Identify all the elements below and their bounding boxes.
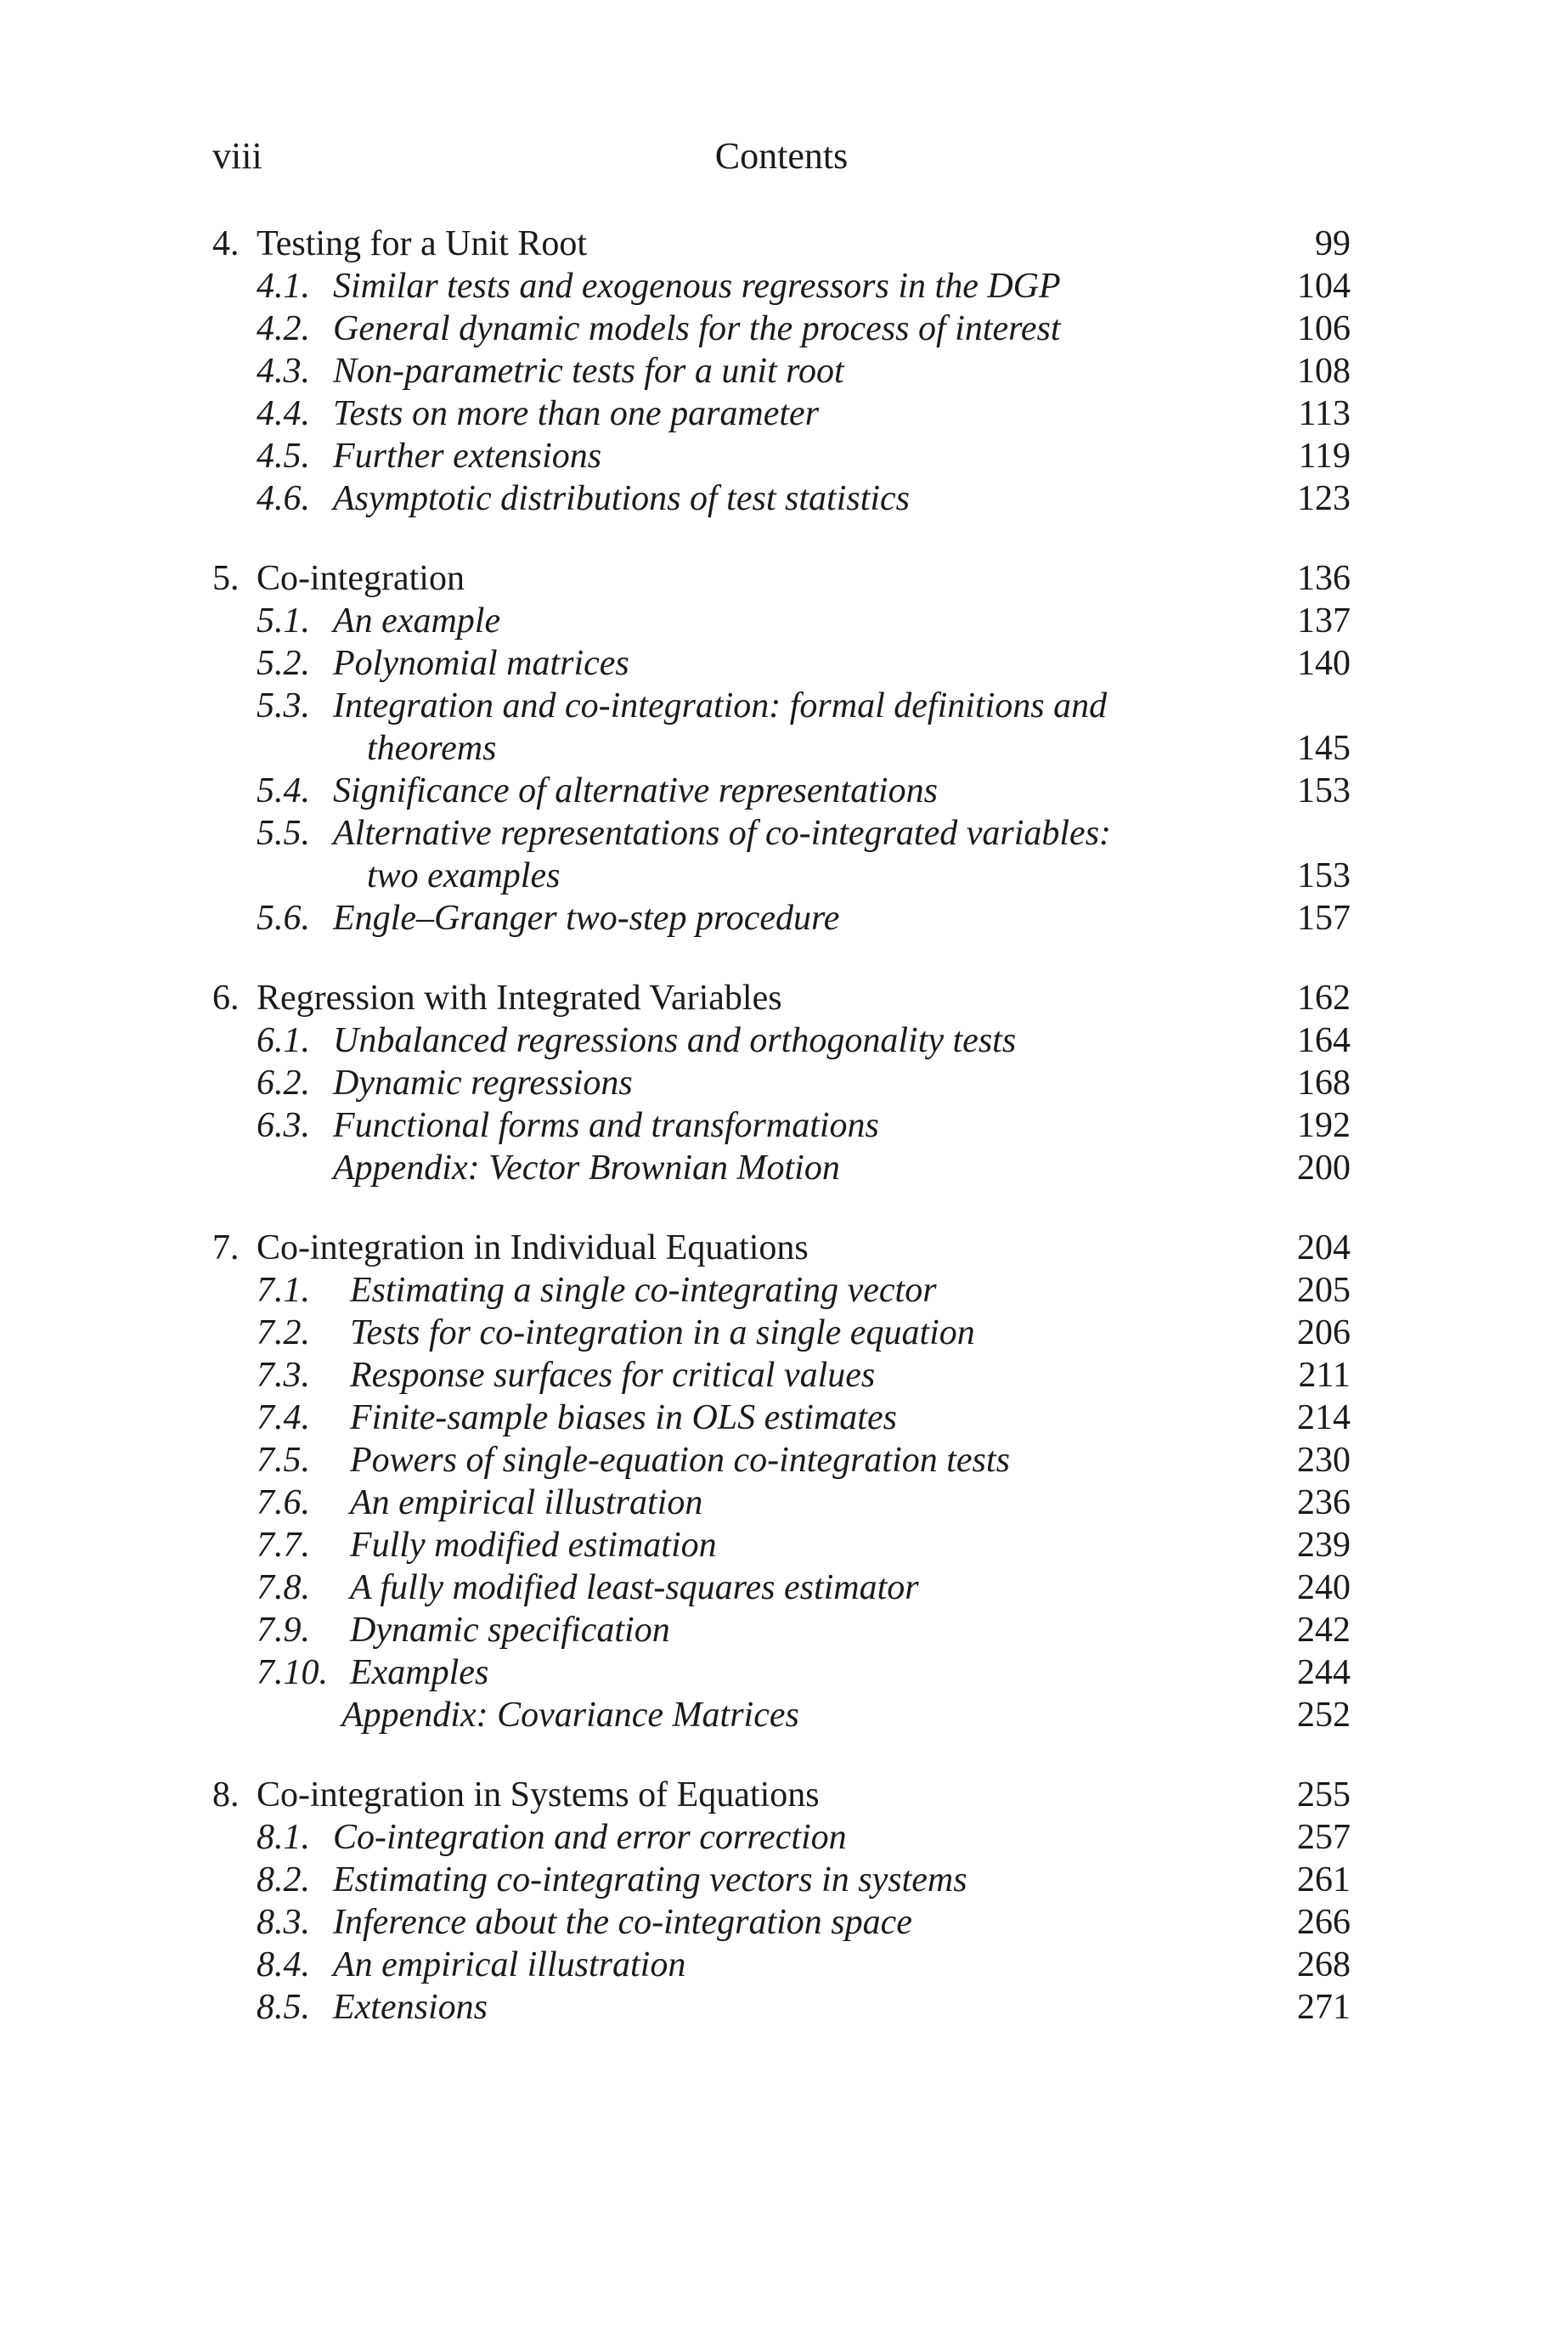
chapter-title: Testing for a Unit Root xyxy=(257,224,588,263)
section-number: 5.3. xyxy=(257,686,310,725)
section-number: 8.2. xyxy=(257,1860,310,1899)
section-number: 7.6. xyxy=(257,1483,310,1522)
section-title: Extensions xyxy=(333,1988,488,2027)
section-title: Co-integration and error correction xyxy=(333,1818,847,1857)
page-number: 104 xyxy=(1297,267,1351,306)
section-entry xyxy=(212,685,1351,770)
section-title: Asymptotic distributions of test statistics xyxy=(333,479,911,518)
section-title: Significance of alternative representations xyxy=(333,771,938,810)
section-entry xyxy=(212,1901,1351,1944)
page-number: 257 xyxy=(1297,1818,1351,1857)
section-title: An example xyxy=(333,601,501,641)
chapter-number: 7. xyxy=(212,1228,240,1267)
page-number: 271 xyxy=(1297,1988,1351,2027)
appendix-title: Appendix: Covariance Matrices xyxy=(341,1696,799,1735)
section-entry xyxy=(212,897,1351,940)
chapter-number: 4. xyxy=(212,224,240,263)
section-number: 7.7. xyxy=(257,1526,310,1565)
page-number: 140 xyxy=(1297,644,1351,683)
chapter-heading xyxy=(212,1227,1351,1269)
page-number: 145 xyxy=(1297,729,1351,768)
table-of-contents xyxy=(212,223,1351,2066)
section-number: 8.4. xyxy=(257,1945,310,1984)
section-title: Tests on more than one parameter xyxy=(333,394,820,433)
section-entry xyxy=(212,1397,1351,1439)
section-entry xyxy=(212,1566,1351,1609)
section-number: 5.6. xyxy=(257,899,310,938)
page-number: 136 xyxy=(1297,559,1351,598)
page-number: 230 xyxy=(1297,1441,1351,1480)
section-number: 7.4. xyxy=(257,1398,310,1437)
section-number: 8.5. xyxy=(257,1988,310,2027)
section-entry xyxy=(212,350,1351,392)
running-title: Contents xyxy=(714,135,849,177)
page-number: 204 xyxy=(1297,1228,1351,1267)
chapter-5 xyxy=(212,557,1351,940)
section-entry xyxy=(212,1944,1351,1986)
page-number: 157 xyxy=(1297,899,1351,938)
section-title: Fully modified estimation xyxy=(350,1526,717,1565)
page-number: 153 xyxy=(1297,771,1351,810)
chapter-7 xyxy=(212,1227,1351,1736)
section-entry xyxy=(212,1816,1351,1859)
section-number: 7.5. xyxy=(257,1441,310,1480)
section-title: Similar tests and exogenous regressors in the DGP xyxy=(333,267,1061,306)
section-entry xyxy=(212,1062,1351,1104)
section-title: Tests for co-integration in a single equation xyxy=(350,1313,975,1352)
page-number: 214 xyxy=(1297,1398,1351,1437)
section-entry xyxy=(212,1019,1351,1062)
page-number: 211 xyxy=(1298,1356,1351,1395)
page-number: 239 xyxy=(1297,1526,1351,1565)
page-number: 192 xyxy=(1297,1106,1351,1145)
chapter-title: Co-integration xyxy=(257,559,465,598)
section-title: Non-parametric tests for a unit root xyxy=(333,352,844,391)
section-title: General dynamic models for the process of interest xyxy=(333,309,1061,348)
page-number: 242 xyxy=(1297,1611,1351,1650)
section-title: Dynamic regressions xyxy=(333,1064,633,1103)
section-title: Dynamic specification xyxy=(350,1611,670,1650)
page-number: 205 xyxy=(1297,1271,1351,1310)
section-title: Engle–Granger two-step procedure xyxy=(333,899,840,938)
chapter-number: 5. xyxy=(212,559,240,598)
chapter-number: 8. xyxy=(212,1775,240,1815)
page-number: 200 xyxy=(1297,1149,1351,1188)
page-number: 153 xyxy=(1297,856,1351,895)
section-entry xyxy=(212,392,1351,435)
page-number: 113 xyxy=(1298,394,1351,433)
section-number: 7.9. xyxy=(257,1611,310,1650)
section-entry xyxy=(212,770,1351,812)
section-entry xyxy=(212,1269,1351,1312)
running-head xyxy=(212,134,1351,185)
section-title: Powers of single-equation co-integration tests xyxy=(350,1441,1010,1480)
section-entry xyxy=(212,265,1351,308)
section-entry xyxy=(212,1609,1351,1651)
section-title: Estimating a single co-integrating vector xyxy=(350,1271,937,1310)
chapter-heading xyxy=(212,557,1351,600)
page-number: 240 xyxy=(1297,1568,1351,1607)
section-entry xyxy=(212,1354,1351,1397)
page-number: 106 xyxy=(1297,309,1351,348)
section-entry xyxy=(212,1986,1351,2029)
section-title: Response surfaces for critical values xyxy=(350,1356,876,1395)
section-title: Finite-sample biases in OLS estimates xyxy=(350,1398,897,1437)
section-number: 7.10. xyxy=(257,1653,328,1692)
section-entry xyxy=(212,1651,1351,1694)
section-title: Unbalanced regressions and orthogonality tests xyxy=(333,1021,1017,1060)
page-folio: viii xyxy=(212,135,262,177)
section-number: 6.3. xyxy=(257,1106,310,1145)
page-number: 164 xyxy=(1297,1021,1351,1060)
appendix-entry xyxy=(212,1694,1351,1736)
appendix-entry xyxy=(212,1147,1351,1189)
section-title: An empirical illustration xyxy=(333,1945,686,1984)
section-entry xyxy=(212,642,1351,685)
chapter-heading xyxy=(212,223,1351,265)
page-number: 123 xyxy=(1297,479,1351,518)
section-number: 4.4. xyxy=(257,394,310,433)
section-number: 6.1. xyxy=(257,1021,310,1060)
section-number: 5.4. xyxy=(257,771,310,810)
page-number: 206 xyxy=(1297,1313,1351,1352)
chapter-heading xyxy=(212,977,1351,1019)
section-number: 4.1. xyxy=(257,267,310,306)
page-number: 236 xyxy=(1297,1483,1351,1522)
section-entry xyxy=(212,1104,1351,1147)
section-title: An empirical illustration xyxy=(350,1483,703,1522)
section-number: 8.3. xyxy=(257,1903,310,1942)
section-title-block xyxy=(333,685,1216,770)
page-number: 108 xyxy=(1297,352,1351,391)
section-title: Functional forms and transformations xyxy=(333,1106,879,1145)
section-number: 4.2. xyxy=(257,309,310,348)
section-title: Polynomial matrices xyxy=(333,644,629,683)
page-number: 99 xyxy=(1315,224,1351,263)
chapter-8 xyxy=(212,1774,1351,2029)
section-title: Estimating co-integrating vectors in systems xyxy=(333,1860,967,1899)
page-number: 168 xyxy=(1297,1064,1351,1103)
section-number: 7.1. xyxy=(257,1271,310,1310)
section-number: 8.1. xyxy=(257,1818,310,1857)
chapter-6 xyxy=(212,977,1351,1189)
section-title: Integration and co-integration: formal definitions and xyxy=(333,686,1108,725)
section-entry xyxy=(212,435,1351,477)
chapter-title: Co-integration in Systems of Equations xyxy=(257,1775,820,1815)
section-entry xyxy=(212,1859,1351,1901)
section-entry xyxy=(212,600,1351,642)
section-number: 5.5. xyxy=(257,814,310,853)
section-number: 7.8. xyxy=(257,1568,310,1607)
page-number: 162 xyxy=(1297,979,1351,1018)
chapter-heading xyxy=(212,1774,1351,1816)
section-title: A fully modified least-squares estimator xyxy=(350,1568,919,1607)
chapter-title: Regression with Integrated Variables xyxy=(257,979,782,1018)
section-number: 7.3. xyxy=(257,1356,310,1395)
section-number: 4.5. xyxy=(257,437,310,476)
section-title-block xyxy=(333,812,1216,897)
page-number: 268 xyxy=(1297,1945,1351,1984)
section-entry xyxy=(212,308,1351,350)
appendix-title: Appendix: Vector Brownian Motion xyxy=(333,1149,840,1188)
section-entry xyxy=(212,812,1351,897)
section-title-continuation: theorems xyxy=(367,729,497,768)
section-entry xyxy=(212,1482,1351,1524)
section-title: Alternative representations of co-integrated variables: xyxy=(333,814,1112,853)
page-number: 137 xyxy=(1297,601,1351,641)
page-number: 119 xyxy=(1298,437,1351,476)
section-number: 5.2. xyxy=(257,644,310,683)
section-number: 5.1. xyxy=(257,601,310,641)
page-number: 252 xyxy=(1297,1696,1351,1735)
section-entry xyxy=(212,1524,1351,1566)
section-number: 4.3. xyxy=(257,352,310,391)
section-entry xyxy=(212,1312,1351,1354)
section-entry xyxy=(212,1439,1351,1482)
section-number: 4.6. xyxy=(257,479,310,518)
page-number: 261 xyxy=(1297,1860,1351,1899)
section-entry xyxy=(212,477,1351,520)
page-number: 244 xyxy=(1297,1653,1351,1692)
section-title: Inference about the co-integration space xyxy=(333,1903,912,1942)
chapter-number: 6. xyxy=(212,979,240,1018)
page-number: 255 xyxy=(1297,1775,1351,1815)
section-number: 6.2. xyxy=(257,1064,310,1103)
chapter-4 xyxy=(212,223,1351,520)
chapter-title: Co-integration in Individual Equations xyxy=(257,1228,809,1267)
section-title: Examples xyxy=(350,1653,489,1692)
page-number: 266 xyxy=(1297,1903,1351,1942)
section-number: 7.2. xyxy=(257,1313,310,1352)
section-title: Further extensions xyxy=(333,437,602,476)
section-title-continuation: two examples xyxy=(367,856,561,895)
